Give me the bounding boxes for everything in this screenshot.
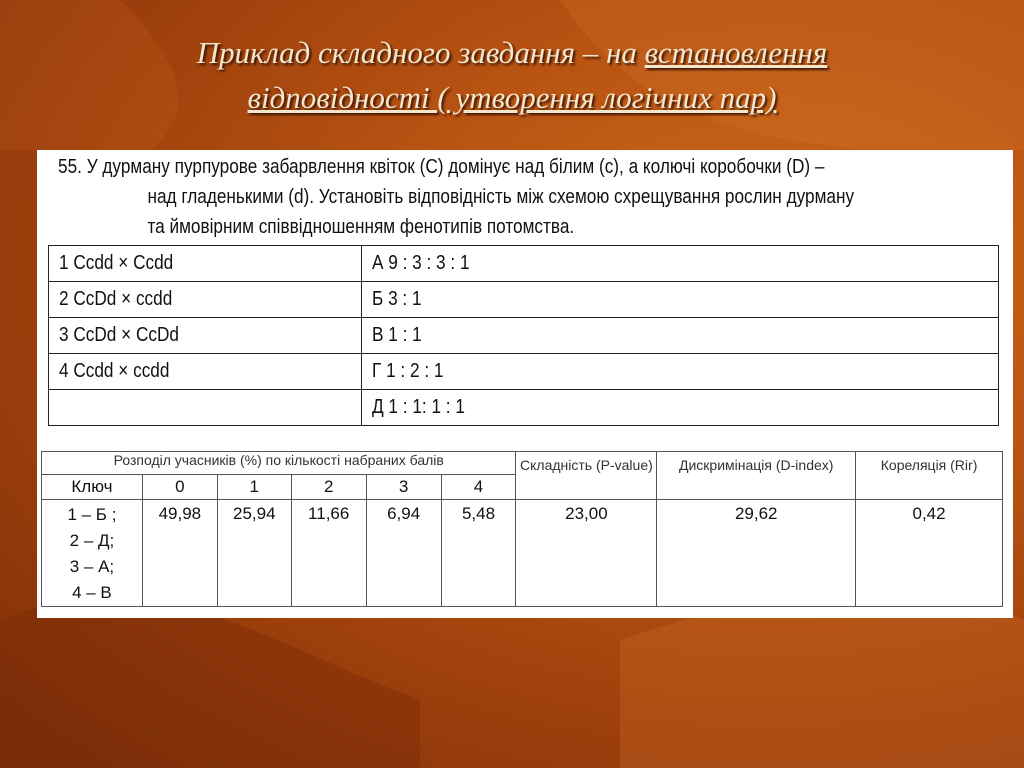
ratio-cell: Г 1 : 2 : 1 <box>362 354 999 390</box>
cross-scheme-cell: 2 CcDd × ccdd <box>49 282 362 318</box>
difficulty-value: 23,00 <box>516 500 657 607</box>
matching-row <box>49 282 999 318</box>
score-value: 25,94 <box>217 500 291 607</box>
matching-row <box>49 246 999 282</box>
title-line-1-underlined: встановлення <box>644 35 828 70</box>
score-value: 49,98 <box>142 500 217 607</box>
answer-key-line: 1 – Б ; <box>67 505 117 524</box>
correlation-value: 0,42 <box>856 500 1003 607</box>
score-header: 2 <box>291 475 366 500</box>
title-line-2: відповідності ( утворення логічних пар) <box>247 80 777 115</box>
score-header: 0 <box>142 475 217 500</box>
ratio-cell: В 1 : 1 <box>362 318 999 354</box>
task-question <box>58 152 866 242</box>
discrimination-header: Дискримінація (D-index) <box>657 452 856 500</box>
matching-row <box>49 354 999 390</box>
key-header: Ключ <box>42 475 143 500</box>
discrimination-value: 29,62 <box>657 500 856 607</box>
cross-scheme-cell: 4 Ccdd × ccdd <box>49 354 362 390</box>
answer-key-cell <box>42 500 143 607</box>
matching-row <box>49 390 999 426</box>
answer-key-line: 4 – В <box>72 583 112 602</box>
matching-table <box>48 245 999 426</box>
score-value: 5,48 <box>441 500 516 607</box>
difficulty-header: Складність (P-value) <box>516 452 657 500</box>
task-line-2: над гладенькими (d). Установіть відповідність між схемою схрещування рослин дурману <box>147 186 855 208</box>
distribution-header: Розподіл учасників (%) по кількості набраних балів <box>42 452 516 475</box>
task-line-3: та ймовірним співвідношенням фенотипів потомства. <box>147 216 575 238</box>
cross-scheme-cell: 3 CcDd × CcDd <box>49 318 362 354</box>
ratio-cell: А 9 : 3 : 3 : 1 <box>362 246 999 282</box>
ratio-cell: Б 3 : 1 <box>362 282 999 318</box>
task-image-panel <box>37 150 1013 448</box>
ratio-cell: Д 1 : 1: 1 : 1 <box>362 390 999 426</box>
correlation-header: Кореляція (Rir) <box>856 452 1003 500</box>
score-header: 1 <box>217 475 291 500</box>
task-line-1: 55. У дурману пурпурове забарвлення квіток (C) домінує над білим (c), а колючі коробочки (D) – <box>58 156 825 178</box>
title-line-1 <box>0 30 1024 75</box>
title-line-1-plain: Приклад складного завдання – на <box>196 35 645 70</box>
statistics-table <box>41 451 1003 607</box>
score-value: 6,94 <box>366 500 441 607</box>
score-header: 4 <box>441 475 516 500</box>
score-header: 3 <box>366 475 441 500</box>
matching-row <box>49 318 999 354</box>
answer-key-line: 2 – Д; <box>69 531 115 550</box>
answer-key-line: 3 – А; <box>69 557 115 576</box>
score-value: 11,66 <box>291 500 366 607</box>
slide-title <box>0 30 1024 120</box>
cross-scheme-cell <box>49 390 362 426</box>
cross-scheme-cell: 1 Ccdd × Ccdd <box>49 246 362 282</box>
statistics-row <box>42 500 1003 607</box>
statistics-image-panel <box>37 448 1013 618</box>
